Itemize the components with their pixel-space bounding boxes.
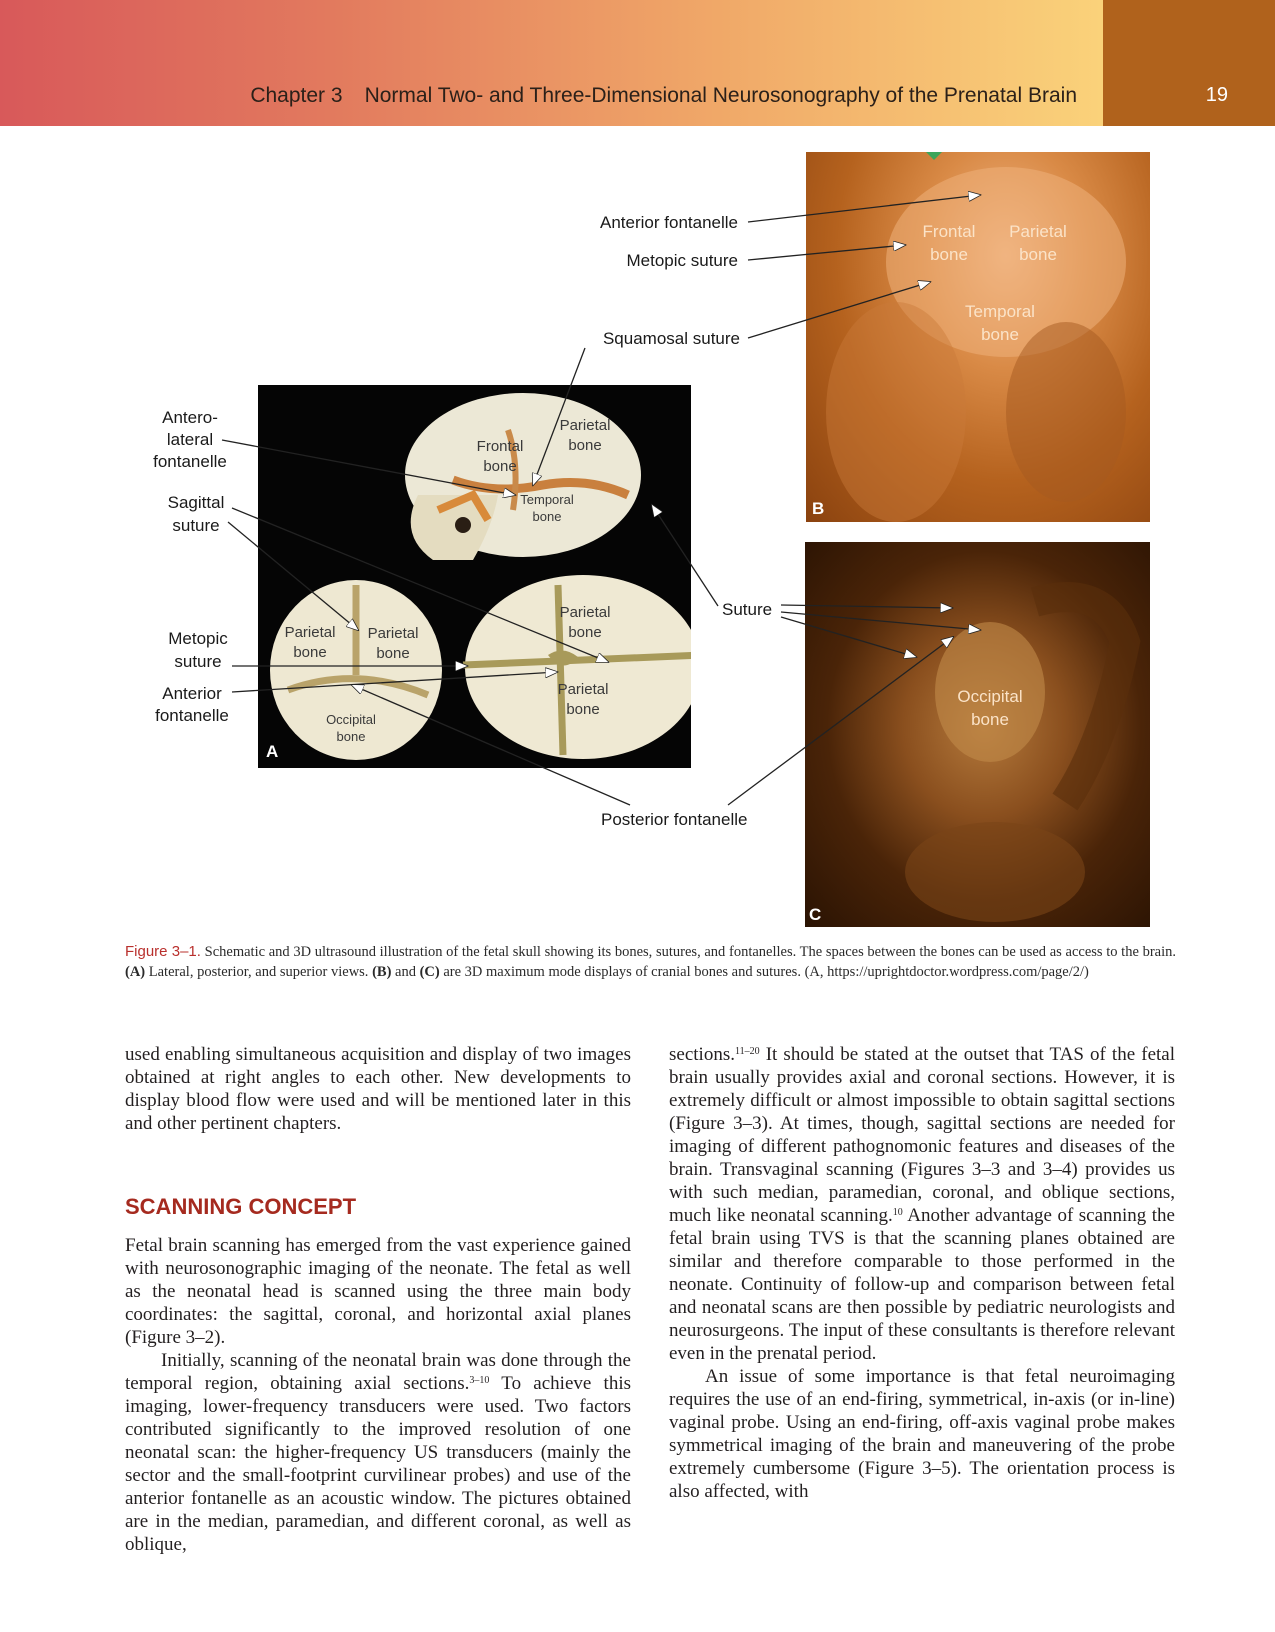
panel-letter-b: B bbox=[812, 499, 825, 518]
callout-anterior-fontanelle: Anterior fontanelle bbox=[600, 213, 738, 232]
label-a-parietal-bone-left: Parietal bone bbox=[284, 624, 336, 661]
chapter-title: Normal Two- and Three-Dimensional Neurosonography of the Prenatal Brain bbox=[364, 84, 1077, 107]
paragraph-sections-b: It should be stated at the outset that TAS of the fetal brain usually provides axial and coronal sections. However, it is extremely difficult or almost impossible to obtain sagittal sections (Figure 3–3). At times, though, sagittal sections are needed for imaging of different pathognomonic features and diseases of the brain. Transvaginal scanning (Figures 3–3 and 3–4) provides us with such median, paramedian, coronal, and oblique sections, much like neonatal scanning. bbox=[669, 1044, 1175, 1226]
panel-letter-a: A bbox=[266, 742, 279, 761]
callout-sagittal-line2: suture bbox=[172, 516, 220, 535]
page-number: 19 bbox=[1205, 84, 1228, 106]
label-a-parietal-bone-superior-bottom: Parietal bone bbox=[557, 681, 609, 718]
callout-anterolateral-line1: Antero- bbox=[162, 408, 218, 427]
callout-anterior-line1: Anterior bbox=[162, 684, 222, 703]
caption-text-2: Lateral, posterior, and superior views. bbox=[145, 964, 373, 980]
figure-panel-a bbox=[258, 385, 691, 768]
paragraph-scanning-intro: Fetal brain scanning has emerged from the vast experience gained with neurosonographic imaging of the neonate. The fetal as well as the neonatal head is scanned using the three main body coordinates: the sagittal, coronal, and horizontal axial planes (Figure 3–2). bbox=[125, 1235, 631, 1348]
caption-text-1: Schematic and 3D ultrasound illustration of the fetal skull showing its bones, sutures, and fontanelles. The spaces between the bones can be used as access to the brain. bbox=[204, 944, 1176, 960]
section-heading: SCANNING CONCEPT bbox=[125, 1194, 357, 1219]
callout-metopic-line1: Metopic bbox=[168, 629, 228, 648]
caption-tag-c: (C) bbox=[419, 964, 440, 980]
paragraph-probe-issue: An issue of some importance is that fetal neuroimaging requires the use of an end-firing, symmetrical, in-axis (or in-line) vaginal probe. Using an end-firing, off-axis vaginal probe makes symmetrical imaging of the brain and maneuvering of the probe extremely cumbersome (Figure 3–5). The orientation process is also affected, with bbox=[669, 1366, 1175, 1502]
figure-panel-b bbox=[806, 152, 1150, 522]
caption-text-4: are 3D maximum mode displays of cranial bones and sutures. (A, https://uprightdoctor.wordpress.com/page/2/) bbox=[439, 964, 1089, 980]
reference-11-20: 11–20 bbox=[734, 1046, 760, 1057]
body-column-left bbox=[125, 1043, 631, 1556]
figure-panel-c bbox=[805, 542, 1150, 927]
label-a-parietal-bone-superior-top: Parietal bone bbox=[559, 604, 611, 641]
paragraph-sections bbox=[669, 1043, 1175, 1365]
paragraph-sections-c: Another advantage of scanning the fetal brain using TVS is that the scanning planes obtained are similar and therefore comparable to those performed in the neonate. Continuity of follow-up and comparison between fetal and neonatal scans are then possible by pediatric neurologists and neurosurgeons. The input of these consultants is therefore relevant even in the prenatal period. bbox=[669, 1205, 1175, 1364]
paragraph-initial-scanning-b: To achieve this imaging, lower-frequency transducers were used. Two factors contributed significantly to the improved resolution of one neonatal scan: the higher-frequency US transducers (mainly the sector and the small-footprint curvilinear probes) and use of the anterior fontanelle as an acoustic window. The pictures obtained are in the median, paramedian, and different coronal, as well as oblique, bbox=[125, 1373, 631, 1555]
callout-anterior-line2: fontanelle bbox=[155, 706, 229, 725]
body-column-right bbox=[669, 1043, 1175, 1503]
callout-squamosal-suture: Squamosal suture bbox=[602, 329, 740, 348]
paragraph-continuation: used enabling simultaneous acquisition and display of two images obtained at right angles to each other. New developments to display blood flow were used and will be mentioned later in this and other pertinent chapters. bbox=[125, 1044, 631, 1134]
figure-caption bbox=[125, 942, 1176, 982]
ultrasound-image-c bbox=[805, 542, 1150, 927]
callout-sagittal-line1: Sagittal bbox=[167, 493, 225, 512]
caption-tag-b: (B) bbox=[372, 964, 392, 980]
paragraph-initial-scanning-a: Initially, scanning of the neonatal brain was done through the temporal region, obtaining axial sections. bbox=[125, 1350, 631, 1394]
reference-3-10: 3–10 bbox=[469, 1375, 490, 1386]
callout-metopic-line2: suture bbox=[174, 652, 222, 671]
label-c-occipital-bone: Occipital bone bbox=[957, 687, 1023, 729]
label-b-parietal-bone: Parietal bone bbox=[1009, 222, 1067, 264]
label-b-frontal-bone: Frontal bone bbox=[922, 222, 976, 264]
label-a-parietal-bone-right: Parietal bone bbox=[367, 625, 419, 662]
reference-10: 10 bbox=[892, 1207, 903, 1218]
callout-posterior-fontanelle: Posterior fontanelle bbox=[601, 810, 748, 829]
label-a-temporal-bone: Temporal bone bbox=[520, 492, 574, 524]
paragraph-sections-a: sections. bbox=[669, 1044, 735, 1065]
figure-number: Figure 3–1. bbox=[125, 943, 201, 960]
chapter-label: Chapter 3 bbox=[250, 84, 343, 107]
callout-anterolateral-line2: lateral bbox=[166, 430, 214, 449]
label-a-occipital-bone: Occipital bone bbox=[326, 712, 376, 744]
label-a-parietal-bone-lateral: Parietal bone bbox=[559, 417, 611, 454]
callout-anterolateral-line3: fontanelle bbox=[153, 452, 227, 471]
callout-metopic-suture: Metopic suture bbox=[626, 251, 738, 270]
paragraph-initial-scanning bbox=[125, 1349, 631, 1556]
label-b-temporal-bone: Temporal bone bbox=[965, 302, 1035, 344]
callout-suture: Suture bbox=[722, 600, 773, 619]
running-header bbox=[0, 84, 1077, 108]
panel-letter-c: C bbox=[809, 905, 822, 924]
caption-text-3: and bbox=[391, 964, 420, 980]
caption-tag-a: (A) bbox=[125, 964, 146, 980]
page-number-box bbox=[1103, 0, 1275, 126]
label-a-frontal-bone: Frontal bone bbox=[476, 438, 524, 475]
